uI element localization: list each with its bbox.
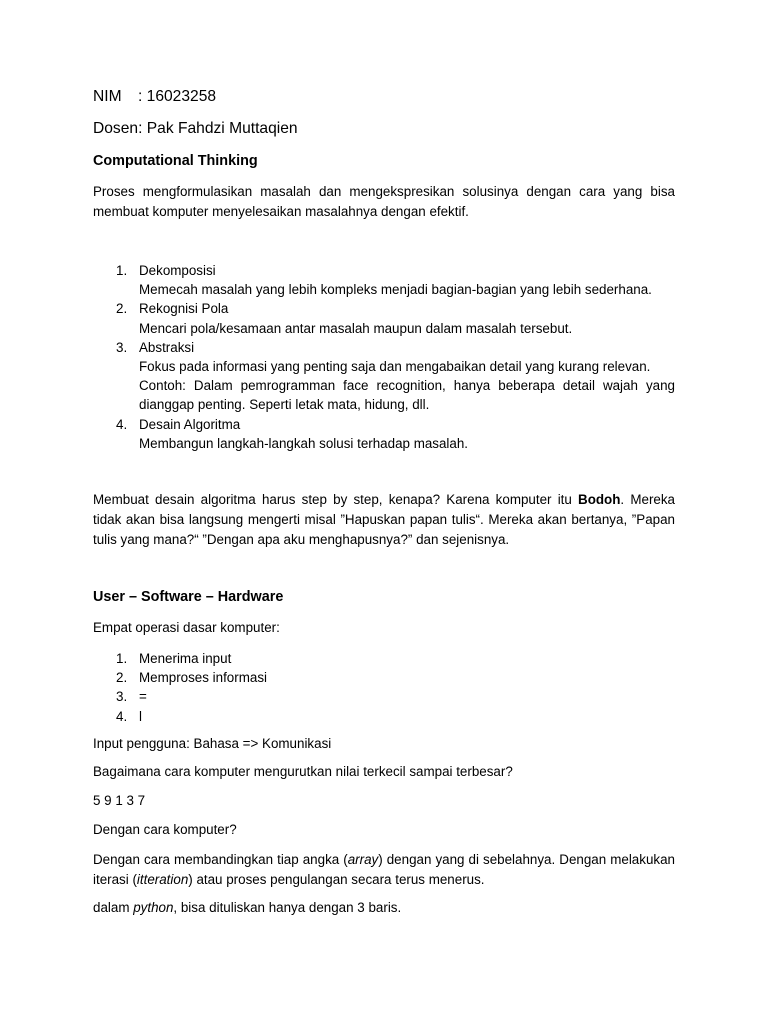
italic-term-python: python: [133, 900, 174, 915]
input-line: Input pengguna: Bahasa => Komunikasi: [93, 736, 332, 751]
section-title-computational-thinking: Computational Thinking: [93, 153, 258, 169]
answer-text-3: ) atau proses pengulangan secara terus menerus.: [188, 872, 485, 887]
step-title: Rekognisi Pola: [139, 301, 229, 317]
list-item: [93, 299, 675, 337]
nim-label: NIM: [93, 88, 122, 105]
list-number: 1.: [116, 263, 128, 278]
operation-text: l: [139, 708, 142, 724]
python-line: [93, 900, 675, 915]
step-title: Dekomposisi: [139, 263, 216, 278]
algorithm-paragraph: [93, 490, 675, 550]
answer-text-1: Dengan cara membandingkan tiap angka (: [93, 852, 348, 867]
list-number: 2.: [116, 301, 128, 317]
python-text-2: , bisa dituliskan hanya dengan 3 baris.: [173, 900, 402, 915]
steps-list: [93, 261, 675, 453]
algorithm-text-2: . Mereka tidak akan bisa langsung mengerti misal ”Hapuskan papan tulis“. Mereka akan bertanya, ”Papan tulis yang mana?“ ”Dengan apa aku menghapusnya?” dan sejenisnya.: [93, 492, 675, 547]
step-description: Memecah masalah yang lebih kompleks menjadi bagian-bagian yang lebih sederhana.: [139, 282, 652, 298]
sort-question: Bagaimana cara komputer mengurutkan nilai terkecil sampai terbesar?: [93, 764, 513, 779]
operations-intro: Empat operasi dasar komputer:: [93, 620, 280, 635]
list-item: [93, 687, 675, 706]
list-number: 4.: [116, 416, 128, 432]
list-number: 1.: [116, 651, 128, 666]
bold-word: Bodoh: [578, 492, 621, 507]
step-example: Contoh: Dalam pemrogramman face recognition, hanya beberapa detail wajah yang dianggap penting. Seperti letak mata, hidung, dll.: [139, 378, 675, 413]
list-number: 4.: [116, 708, 128, 724]
nim-value: : 16023258: [138, 88, 217, 105]
list-number: 3.: [116, 689, 128, 705]
intro-paragraph: Proses mengformulasikan masalah dan mengekspresikan solusinya dengan cara yang bisa membuat komputer menyelesaikan masalahnya dengan efektif.: [93, 184, 675, 219]
italic-term-iteration: itteration: [136, 872, 189, 887]
list-number: 3.: [116, 339, 128, 355]
step-description: Fokus pada informasi yang penting saja dan mengabaikan detail yang kurang relevan.: [139, 359, 651, 375]
algorithm-text-1: Membuat desain algoritma harus step by step, kenapa? Karena komputer itu: [93, 492, 579, 507]
step-description: Membangun langkah-langkah solusi terhadap masalah.: [139, 435, 469, 451]
italic-term-array: array: [347, 852, 379, 867]
step-title: Abstraksi: [139, 339, 195, 355]
operations-list: [93, 649, 675, 726]
list-item: [93, 707, 675, 726]
section-title-user-software-hardware: User – Software – Hardware: [93, 589, 284, 605]
list-number: 2.: [116, 670, 128, 686]
list-item: [93, 415, 675, 453]
question-2: Dengan cara komputer?: [93, 822, 237, 837]
list-item: [93, 338, 675, 415]
operation-text: Memproses informasi: [139, 670, 267, 686]
nim-line: [93, 88, 675, 106]
answer-paragraph: [93, 850, 675, 890]
operation-text: Menerima input: [139, 651, 232, 666]
list-item: [93, 649, 675, 668]
step-description: Mencari pola/kesamaan antar masalah maupun dalam masalah tersebut.: [139, 320, 573, 336]
answer-text-2: ) dengan yang di sebelahnya. Dengan melakukan iterasi (: [93, 852, 675, 887]
list-item: [93, 668, 675, 687]
list-item: [93, 261, 675, 299]
number-sequence: 5 9 1 3 7: [93, 793, 146, 808]
python-text-1: dalam: [93, 900, 134, 915]
step-title: Desain Algoritma: [139, 416, 241, 432]
operation-text: =: [139, 689, 147, 705]
dosen-line: Dosen: Pak Fahdzi Muttaqien: [93, 120, 298, 137]
